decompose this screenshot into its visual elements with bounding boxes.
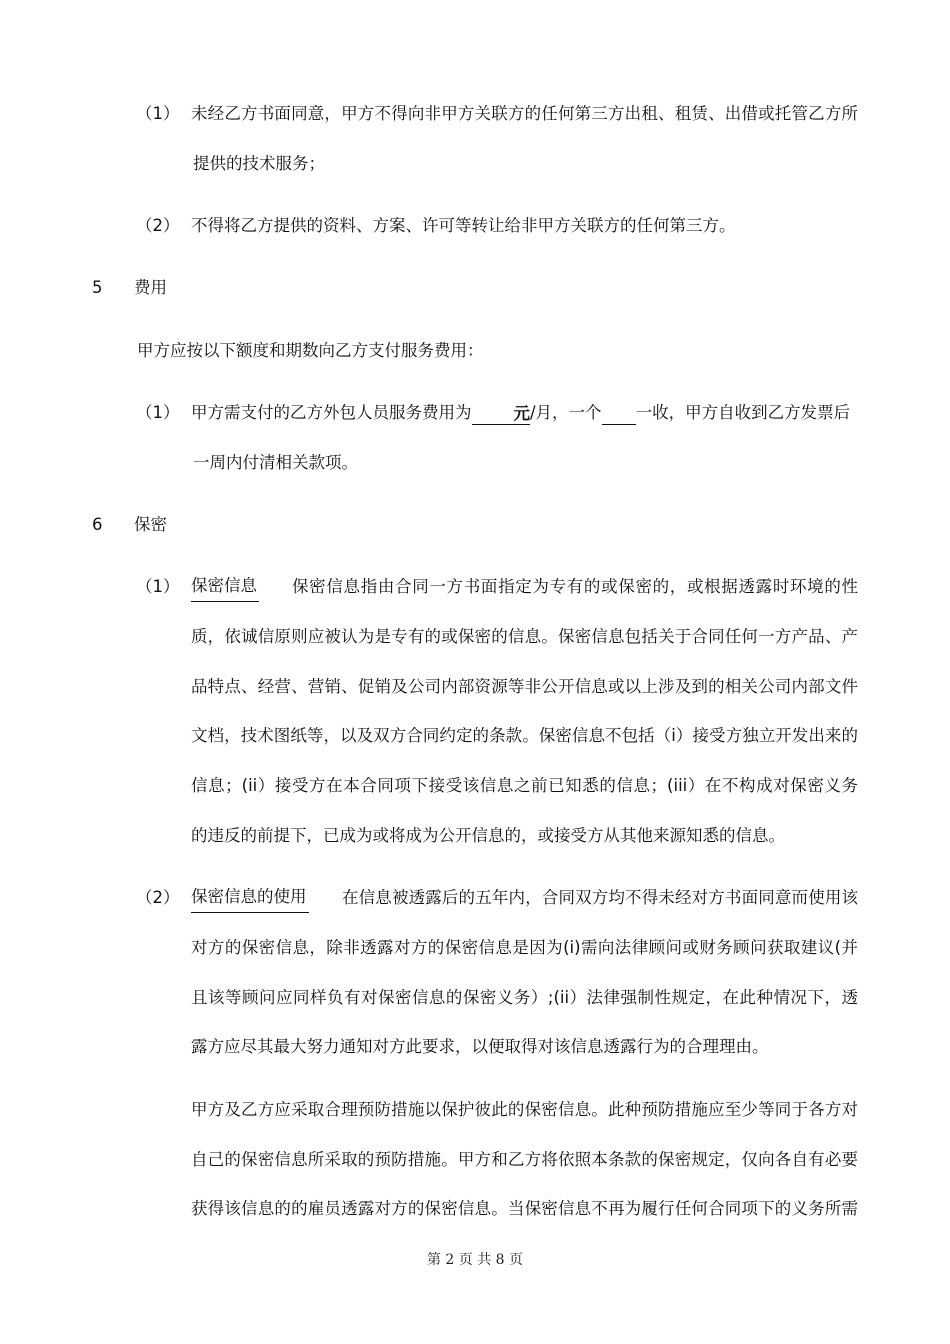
subsection-heading: 保密信息的使用 [191,886,309,913]
item-number: （2） [136,216,180,235]
fee-period-blank [602,404,636,425]
fee-unit: 元 [513,404,530,423]
paragraph-line: 文档，技术图纸等，以及双方合同约定的条款。保密信息不包括（i）接受方独立开发出来的 [191,726,858,745]
paragraph-line: 甲方及乙方应采取合理预防措施以保护彼此的保密信息。此种预防措施应至少等同于各方对 [191,1100,858,1119]
fee-text-a: 甲方需支付的乙方外包人员服务费用为 [191,403,472,422]
subsection-heading: 保密信息 [191,575,259,602]
paragraph-line: 获得该信息的的雇员透露对方的保密信息。当保密信息不再为履行任何合同项下的义务所需 [191,1199,858,1218]
paragraph-line: 甲方应按以下额度和期数向乙方支付服务费用： [137,341,484,360]
paragraph-line: 不得将乙方提供的资料、方案、许可等转让给非甲方关联方的任何第三方。 [191,216,736,235]
fee-line [191,401,858,425]
item-number: （1） [136,104,180,123]
section-number: 6 [92,515,103,534]
paragraph-line: 质，依诚信原则应被认为是专有的或保密的信息。保密信息包括关于合同任何一方产品、产 [191,627,858,646]
paragraph-line: 自己的保密信息所采取的预防措施。甲方和乙方将依照本条款的保密规定，仅向各自有必要 [191,1150,858,1169]
fee-text-b: /月，一个 [530,403,602,422]
paragraph-line: 提供的技术服务； [193,154,325,173]
fee-text-c: 一收，甲方自收到乙方发票后 [635,403,851,422]
fee-amount-blank [472,404,514,425]
section-number: 5 [92,278,103,297]
paragraph-line: 露方应尽其最大努力通知对方此要求，以便取得对该信息透露行为的合理理由。 [191,1037,769,1056]
item-number: （1） [136,577,180,596]
section-title: 费用 [134,278,167,297]
item-number: （1） [136,403,180,422]
item-number: （2） [136,888,180,907]
paragraph-line: 一周内付清相关款项。 [193,453,358,472]
section-title: 保密 [134,515,167,534]
paragraph-line: 且该等顾问应同样负有对保密信息的保密义务）;(ii）法律强制性规定，在此种情况下，透 [191,988,858,1007]
paragraph-line: 品特点、经营、营销、促销及公司内部资源等非公开信息或以上涉及到的相关公司内部文件 [191,677,858,696]
paragraph-line: 在信息被透露后的五年内，合同双方均不得未经对方书面同意而使用该 [342,888,858,907]
paragraph-line: 的违反的前提下，已成为或将成为公开信息的，或接受方从其他来源知悉的信息。 [191,826,785,845]
paragraph-line: 未经乙方书面同意，甲方不得向非甲方关联方的任何第三方出租、租赁、出借或托管乙方所 [191,104,858,123]
paragraph-line: 保密信息指由合同一方书面指定为专有的或保密的，或根据透露时环境的性 [292,577,858,596]
page-footer: 第 2 页 共 8 页 [426,1252,524,1268]
paragraph-line: 对方的保密信息，除非透露对方的保密信息是因为(i)需向法律顾问或财务顾问获取建议(并 [191,938,858,957]
paragraph-line: 信息；(ii）接受方在本合同项下接受该信息之前已知悉的信息；(iii）在不构成对保密义务 [191,776,858,795]
